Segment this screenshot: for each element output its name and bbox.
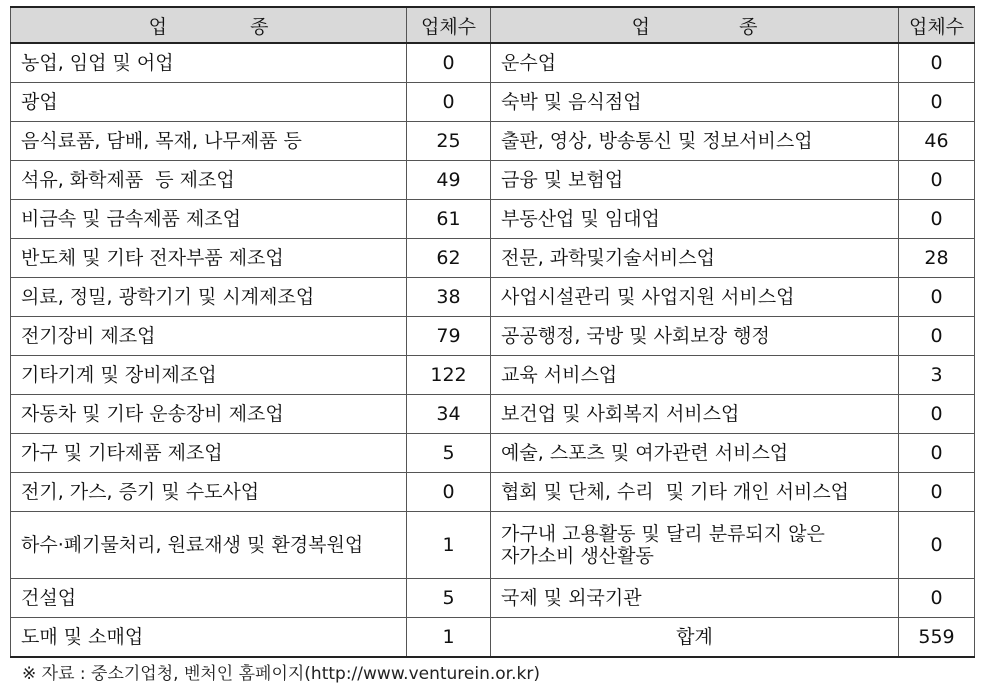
count-right: 0 — [899, 579, 975, 618]
count-left: 79 — [407, 317, 491, 356]
industry-left: 광업 — [11, 83, 407, 122]
industry-left: 비금속 및 금속제품 제조업 — [11, 200, 407, 239]
industry-right: 전문, 과학및기술서비스업 — [491, 239, 899, 278]
count-right: 0 — [899, 512, 975, 579]
industry-left: 석유, 화학제품 등 제조업 — [11, 161, 407, 200]
count-right: 28 — [899, 239, 975, 278]
count-left: 61 — [407, 200, 491, 239]
table-row — [11, 579, 975, 618]
table-row — [11, 473, 975, 512]
count-left: 1 — [407, 512, 491, 579]
source-note: ※ 자료 : 중소기업청, 벤처인 홈페이지(http://www.venturein.or.kr) — [22, 664, 540, 684]
industry-right: 예술, 스포츠 및 여가관련 서비스업 — [491, 434, 899, 473]
industry-count-table — [10, 6, 975, 658]
table-row — [11, 122, 975, 161]
count-left: 34 — [407, 395, 491, 434]
industry-left: 음식료품, 담배, 목재, 나무제품 등 — [11, 122, 407, 161]
industry-left: 전기, 가스, 증기 및 수도사업 — [11, 473, 407, 512]
industry-left: 자동차 및 기타 운송장비 제조업 — [11, 395, 407, 434]
table-row — [11, 200, 975, 239]
count-right: 0 — [899, 434, 975, 473]
count-right: 0 — [899, 278, 975, 317]
header-industry-right: 업 종 — [491, 7, 899, 43]
table-row — [11, 317, 975, 356]
industry-right: 사업시설관리 및 사업지원 서비스업 — [491, 278, 899, 317]
industry-right-line1: 가구내 고용활동 및 달리 분류되지 않은 — [501, 523, 825, 545]
industry-right: 금융 및 보험업 — [491, 161, 899, 200]
industry-right: 공공행정, 국방 및 사회보장 행정 — [491, 317, 899, 356]
count-left: 25 — [407, 122, 491, 161]
industry-right: 보건업 및 사회복지 서비스업 — [491, 395, 899, 434]
count-left: 0 — [407, 43, 491, 83]
industry-right: 교육 서비스업 — [491, 356, 899, 395]
header-count-right: 업체수 — [899, 7, 975, 43]
industry-right: 운수업 — [491, 43, 899, 83]
total-count: 559 — [899, 618, 975, 658]
industry-right: 출판, 영상, 방송통신 및 정보서비스업 — [491, 122, 899, 161]
count-right: 0 — [899, 473, 975, 512]
count-left: 122 — [407, 356, 491, 395]
table-row — [11, 395, 975, 434]
count-left: 0 — [407, 83, 491, 122]
table-row — [11, 161, 975, 200]
count-right: 0 — [899, 161, 975, 200]
industry-left: 건설업 — [11, 579, 407, 618]
table-row — [11, 356, 975, 395]
industry-right: 협회 및 단체, 수리 및 기타 개인 서비스업 — [491, 473, 899, 512]
table-row — [11, 83, 975, 122]
count-left: 62 — [407, 239, 491, 278]
table-row — [11, 278, 975, 317]
industry-right — [491, 512, 899, 579]
count-right: 46 — [899, 122, 975, 161]
header-industry-left: 업 종 — [11, 7, 407, 43]
industry-right: 숙박 및 음식점업 — [491, 83, 899, 122]
count-left: 0 — [407, 473, 491, 512]
count-right: 3 — [899, 356, 975, 395]
industry-right: 부동산업 및 임대업 — [491, 200, 899, 239]
table-row — [11, 434, 975, 473]
industry-left: 하수·폐기물처리, 원료재생 및 환경복원업 — [11, 512, 407, 579]
industry-left: 전기장비 제조업 — [11, 317, 407, 356]
header-count-left: 업체수 — [407, 7, 491, 43]
table-row — [11, 43, 975, 83]
count-right: 0 — [899, 395, 975, 434]
count-right: 0 — [899, 83, 975, 122]
industry-left: 가구 및 기타제품 제조업 — [11, 434, 407, 473]
industry-left: 반도체 및 기타 전자부품 제조업 — [11, 239, 407, 278]
industry-left: 도매 및 소매업 — [11, 618, 407, 658]
table-row — [11, 239, 975, 278]
count-left: 5 — [407, 579, 491, 618]
count-left: 38 — [407, 278, 491, 317]
industry-right-line2: 자가소비 생산활동 — [501, 545, 654, 567]
count-right: 0 — [899, 317, 975, 356]
industry-right: 국제 및 외국기관 — [491, 579, 899, 618]
industry-left: 기타기계 및 장비제조업 — [11, 356, 407, 395]
count-right: 0 — [899, 200, 975, 239]
count-right: 0 — [899, 43, 975, 83]
table-header-row — [11, 7, 975, 43]
total-label: 합계 — [491, 618, 899, 658]
industry-left: 농업, 임업 및 어업 — [11, 43, 407, 83]
table-row-total — [11, 618, 975, 658]
count-left: 49 — [407, 161, 491, 200]
count-left: 1 — [407, 618, 491, 658]
count-left: 5 — [407, 434, 491, 473]
table-row — [11, 512, 975, 579]
industry-left: 의료, 정밀, 광학기기 및 시계제조업 — [11, 278, 407, 317]
